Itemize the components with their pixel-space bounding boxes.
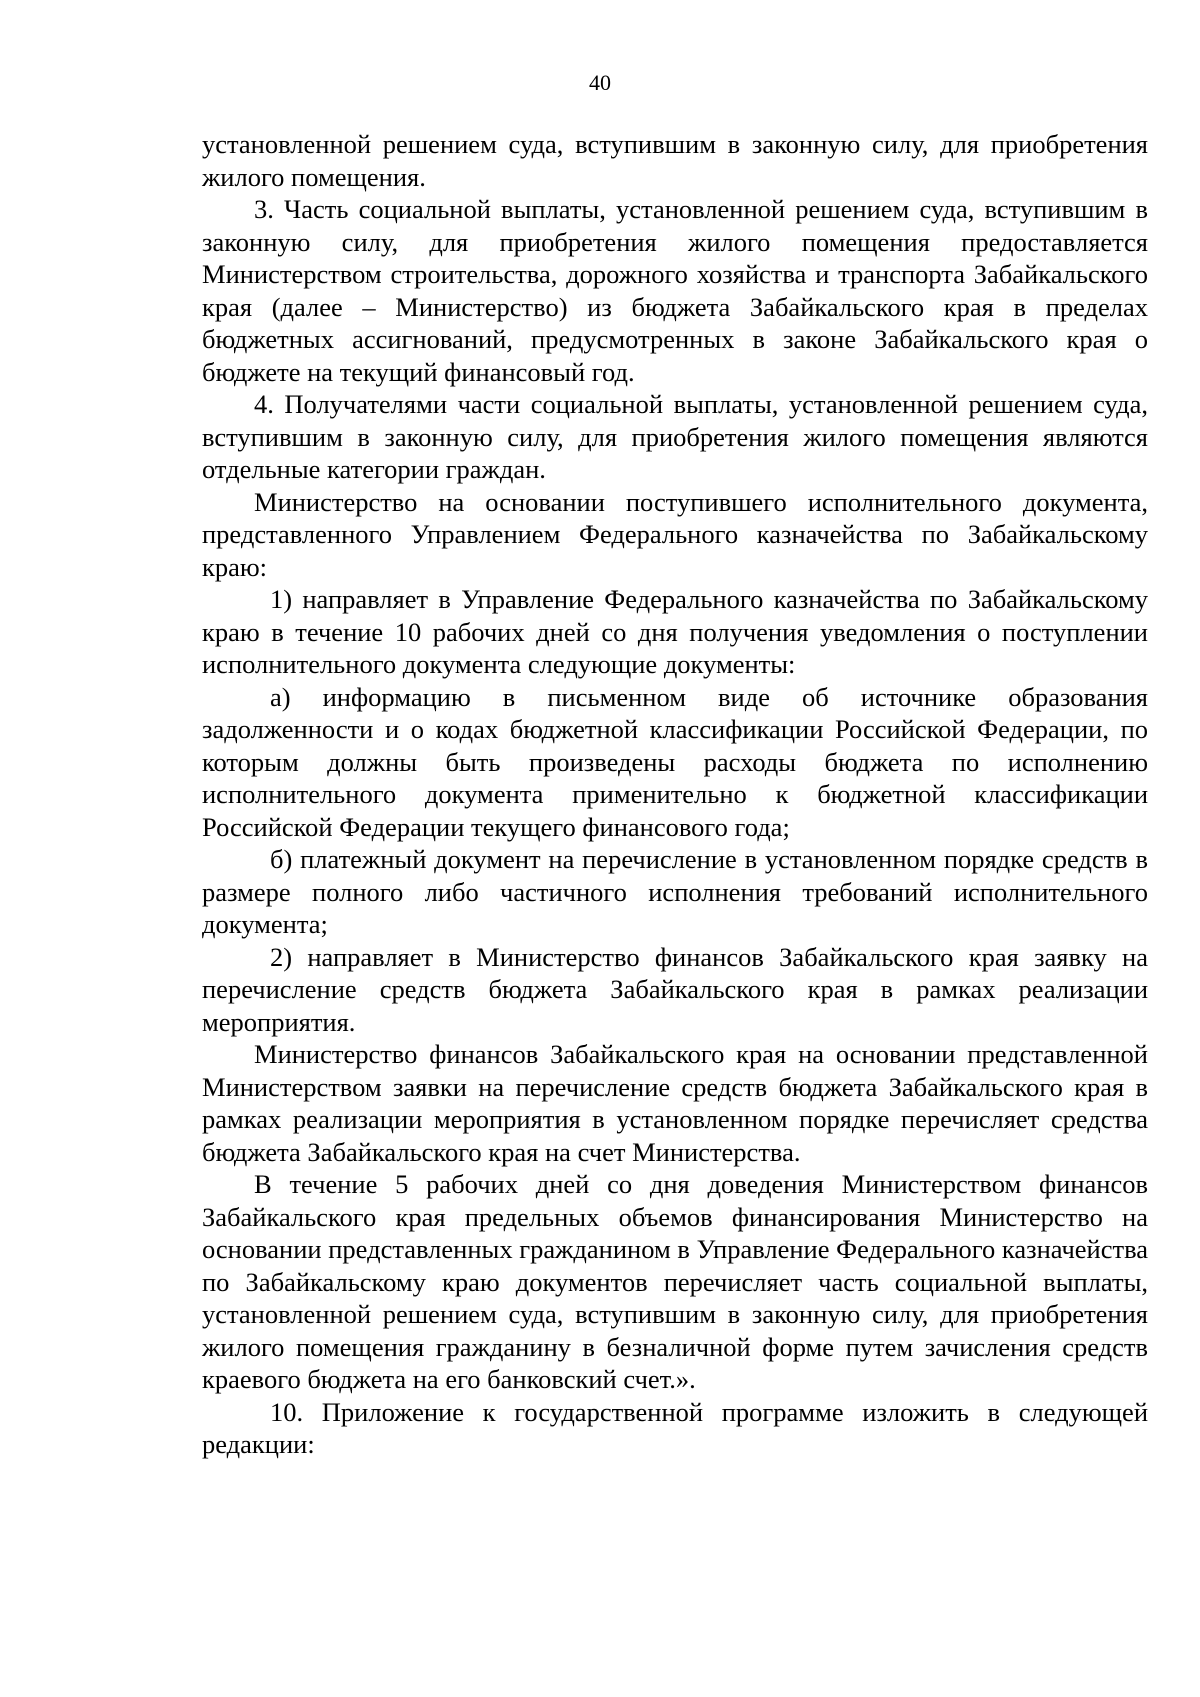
paragraph-item-10: 10. Приложение к государственной программе изложить в следующей редакции: bbox=[202, 1396, 1148, 1459]
paragraph-ministry-basis: Министерство на основании поступившего исполнительного документа, представленного Управлением Федерального казначейства по Забайкальскому краю: bbox=[202, 486, 1148, 582]
paragraph-item-3: 3. Часть социальной выплаты, установленной решением суда, вступившим в законную силу, для приобретения жилого помещения предоставляется Министерством строительства, дорожного хозяйства и транспорта Забайкальского края (далее – Министерство) из бюджета Забайкальского края в пределах бюджетных ассигнований, предусмотренных в законе Забайкальского края о бюджете на текущий финансовый год. bbox=[202, 194, 1148, 387]
paragraph-finance-ministry: Министерство финансов Забайкальского края на основании представленной Министерством заявки на перечисление средств бюджета Забайкальского края в рамках реализации мероприятия в установленном порядке перечисляет средства бюджета Забайкальского края на счет Министерства. bbox=[202, 1039, 1148, 1167]
document-body bbox=[202, 128, 1148, 1461]
paragraph-subitem-b: б) платежный документ на перечисление в установленном порядке средств в размере полного либо частичного исполнения требований исполнительного документа; bbox=[202, 844, 1148, 939]
paragraph-subitem-1: 1) направляет в Управление Федерального казначейства по Забайкальскому краю в течение 10 рабочих дней со дня получения уведомления о поступлении исполнительного документа следующие документы: bbox=[202, 584, 1148, 679]
paragraph-subitem-2: 2) направляет в Министерство финансов Забайкальского края заявку на перечисление средств бюджета Забайкальского края в рамках реализации мероприятия. bbox=[202, 941, 1148, 1037]
page-number: 40 bbox=[589, 70, 611, 95]
paragraph-item-4: 4. Получателями части социальной выплаты, установленной решением суда, вступившим в законную силу, для приобретения жилого помещения являются отдельные категории граждан. bbox=[202, 389, 1148, 484]
paragraph-payment-term: В течение 5 рабочих дней со дня доведения Министерством финансов Забайкальского края предельных объемов финансирования Министерство на основании представленных гражданином в Управление Федерального казначейства по Забайкальскому краю документов перечисляет часть социальной выплаты, установленной решением суда, вступившим в законную силу, для приобретения жилого помещения гражданину в безналичной форме путем зачисления средств краевого бюджета на его банковский счет.». bbox=[202, 1169, 1148, 1394]
paragraph-continuation: установленной решением суда, вступившим в законную силу, для приобретения жилого помещения. bbox=[202, 129, 1148, 192]
paragraph-subitem-a: а) информацию в письменном виде об источнике образования задолженности и о кодах бюджетной классификации Российской Федерации, по которым должны быть произведены расходы бюджета по исполнению исполнительного документа применительно к бюджетной классификации Российской Федерации текущего финансового года; bbox=[202, 681, 1148, 842]
